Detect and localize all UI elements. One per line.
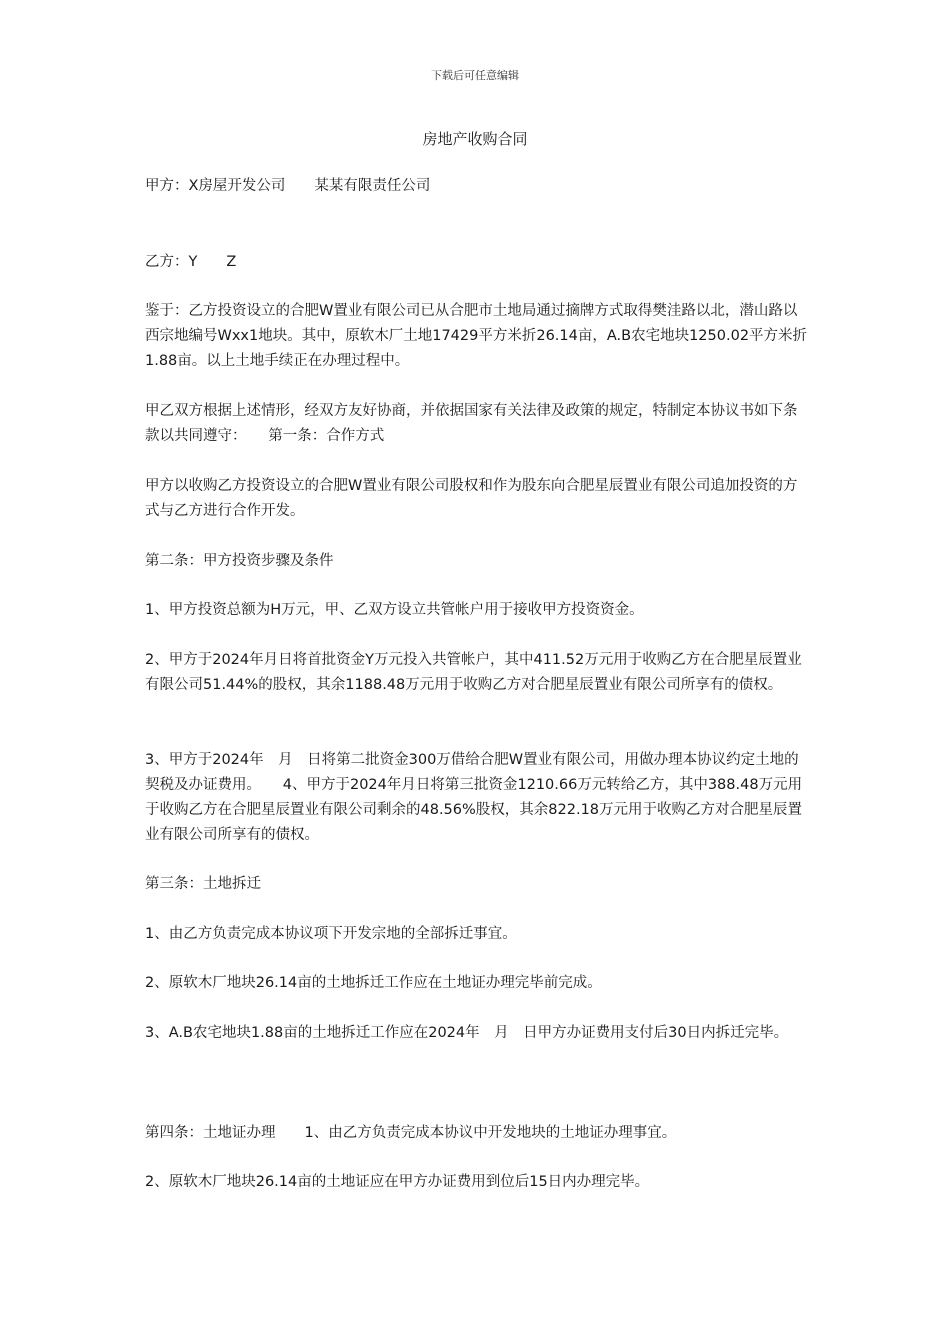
party-a-line: 甲方：X房屋开发公司 某某有限责任公司 bbox=[145, 178, 431, 194]
cooperation-method-paragraph: 甲方以收购乙方投资设立的合肥W置业有限公司股权和作为股东向合肥星辰置业有限公司追加投资的方式与乙方进行合作开发。 bbox=[145, 478, 798, 519]
article-2-clause-1: 1、甲方投资总额为H万元，甲、乙双方设立共管帐户用于接收甲方投资资金。 bbox=[145, 602, 644, 618]
article-4-clause-2: 2、原软木厂地块26.14亩的土地证应在甲方办证费用到位后15日内办理完毕。 bbox=[145, 1174, 650, 1190]
article-3-clause-3: 3、A.B农宅地块1.88亩的土地拆迁工作应在2024年 月 日甲方办证费用支付后30日内拆迁完毕。 bbox=[145, 1025, 789, 1041]
article-4-heading-clause-1: 第四条：土地证办理 1、由乙方负责完成本协议中开发地块的土地证办理事宜。 bbox=[145, 1125, 677, 1141]
header-note: 下载后可任意编辑 bbox=[431, 69, 519, 82]
party-b-line: 乙方：Y Z bbox=[145, 254, 237, 270]
article-3-clause-2: 2、原软木厂地块26.14亩的土地拆迁工作应在土地证办理完毕前完成。 bbox=[145, 975, 602, 991]
article-2-clause-2: 2、甲方于2024年月日将首批资金Y万元投入共管帐户，其中411.52万元用于收购乙方在合肥星辰置业有限公司51.44%的股权，其余1188.48万元用于收购乙方对合肥星辰置业有限公司所享有的债权。 bbox=[145, 652, 802, 693]
article-3-heading: 第三条：土地拆迁 bbox=[145, 876, 261, 892]
article-3-clause-1: 1、由乙方负责完成本协议项下开发宗地的全部拆迁事宜。 bbox=[145, 926, 517, 942]
agreement-intro-paragraph: 甲乙双方根据上述情形，经双方友好协商，并依据国家有关法律及政策的规定，特制定本协议书如下条款以共同遵守： 第一条：合作方式 bbox=[145, 403, 798, 444]
article-2-heading: 第二条：甲方投资步骤及条件 bbox=[145, 553, 334, 569]
article-2-clause-3-4: 3、甲方于2024年 月 日将第二批资金300万借给合肥W置业有限公司，用做办理本协议约定土地的契税及办证费用。 4、甲方于2024年月日将第三批资金1210.66万元转给乙方，其中388.48万元用于收购乙方在合肥星辰置业有限公司剩余的48.56%股权，其余822.18万元用于收购乙方对合肥星辰置业有限公司所享有的债权。 bbox=[145, 752, 803, 843]
preamble-paragraph: 鉴于：乙方投资设立的合肥W置业有限公司已从合肥市土地局通过摘牌方式取得樊洼路以北，潜山路以西宗地编号Wxx1地块。其中，原软木厂土地17429平方米折26.14亩，A.B农宅地块1250.02平方米折1.88亩。以上土地手续正在办理过程中。 bbox=[145, 303, 808, 369]
document-title: 房地产收购合同 bbox=[422, 130, 528, 148]
